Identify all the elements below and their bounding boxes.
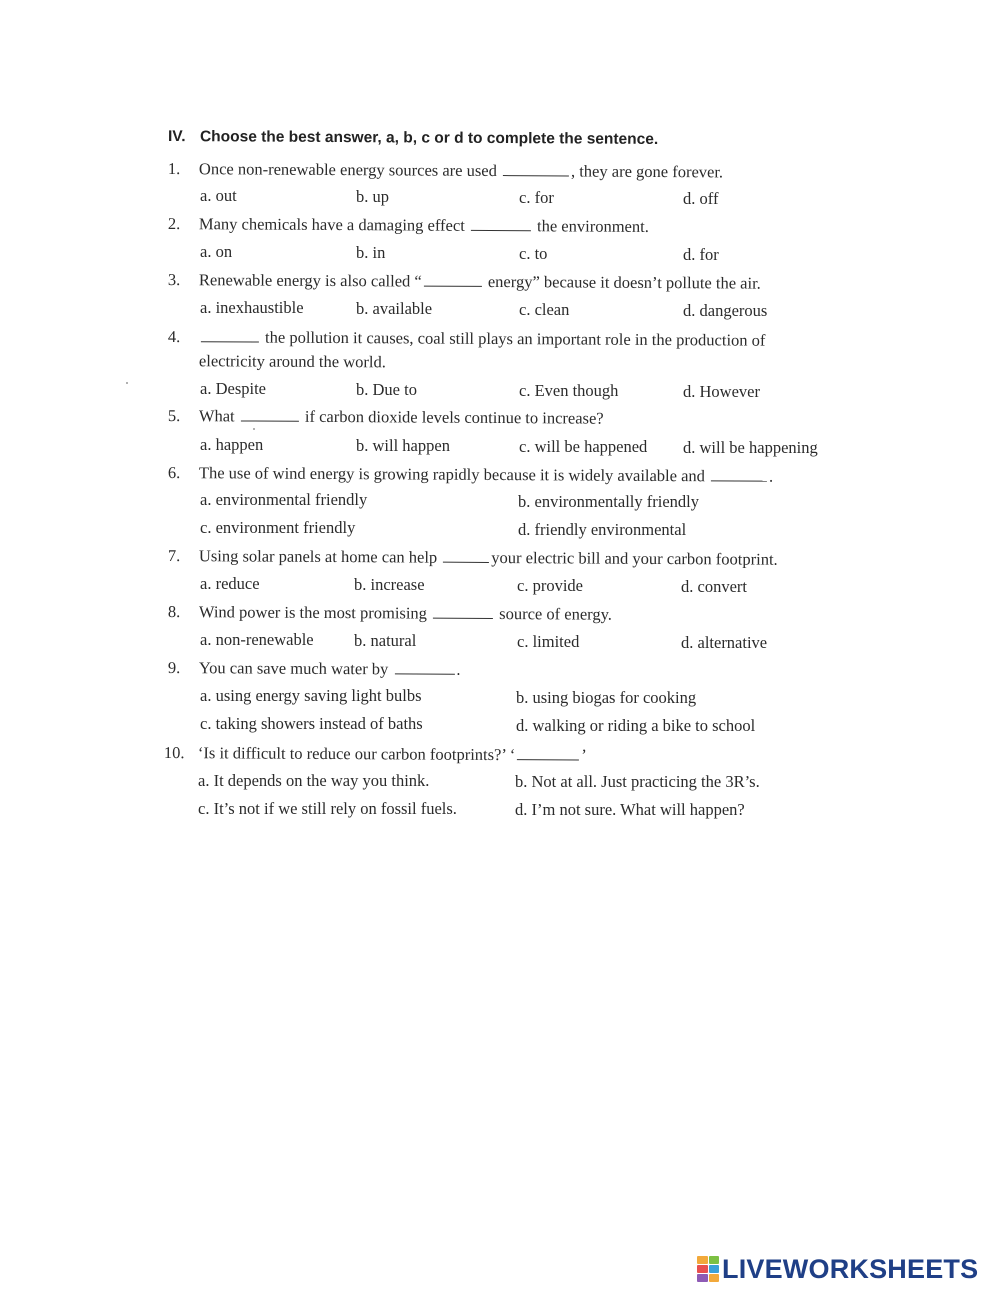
question-4 bbox=[0, 326, 1000, 350]
question-6 bbox=[0, 462, 1000, 486]
scan-speck bbox=[253, 428, 255, 430]
option-d[interactable]: d. will be happening bbox=[683, 438, 818, 457]
option-b[interactable]: b. will happen bbox=[356, 436, 450, 455]
question-number: 7. bbox=[167, 546, 181, 566]
option-d[interactable]: d. I’m not sure. What will happen? bbox=[515, 800, 745, 819]
question-text: , they are gone forever. bbox=[570, 161, 724, 182]
answer-blank[interactable] bbox=[711, 479, 767, 481]
question-text: ’ bbox=[581, 745, 587, 765]
option-d[interactable]: d. alternative bbox=[681, 633, 768, 652]
option-a[interactable]: a. reduce bbox=[200, 574, 260, 593]
question-number: 1. bbox=[167, 159, 181, 179]
option-b[interactable]: b. environmentally friendly bbox=[518, 492, 699, 511]
option-a[interactable]: a. inexhaustible bbox=[200, 298, 304, 317]
section-number: IV. bbox=[167, 128, 186, 146]
section-heading bbox=[168, 128, 658, 149]
option-a[interactable]: a. on bbox=[200, 242, 233, 261]
answer-blank[interactable] bbox=[241, 419, 299, 421]
question-text: . bbox=[769, 466, 774, 486]
option-d[interactable]: d. for bbox=[683, 245, 719, 264]
question-number: 4. bbox=[167, 327, 181, 347]
question-text: source of energy. bbox=[499, 604, 612, 624]
question-8 bbox=[0, 601, 1000, 624]
answer-blank[interactable] bbox=[433, 617, 493, 619]
section-instruction: Choose the best answer, a, b, c or d to complete the sentence. bbox=[199, 128, 659, 148]
option-a[interactable]: a. Despite bbox=[200, 379, 266, 398]
question-text: Many chemicals have a damaging effect bbox=[198, 214, 465, 235]
logo-block bbox=[697, 1256, 708, 1264]
question-text: Once non-renewable energy sources are used bbox=[198, 159, 497, 181]
question-5 bbox=[0, 405, 1000, 428]
option-c[interactable]: c. limited bbox=[517, 632, 580, 651]
option-a[interactable]: a. non-renewable bbox=[200, 630, 314, 649]
logo-block bbox=[697, 1265, 708, 1273]
option-b[interactable]: b. increase bbox=[354, 575, 425, 594]
question-text: . bbox=[456, 659, 461, 679]
option-b[interactable]: b. in bbox=[356, 243, 386, 262]
option-c[interactable]: c. It’s not if we still rely on fossil fuels. bbox=[198, 799, 457, 818]
option-d[interactable]: d. convert bbox=[681, 577, 747, 596]
option-c[interactable]: c. clean bbox=[519, 300, 570, 319]
option-a[interactable]: a. using energy saving light bulbs bbox=[200, 686, 422, 705]
answer-blank[interactable] bbox=[517, 758, 579, 760]
option-c[interactable]: c. environment friendly bbox=[200, 518, 356, 537]
logo-block bbox=[709, 1256, 720, 1264]
scan-speck bbox=[126, 382, 128, 384]
option-b[interactable]: b. Due to bbox=[356, 380, 417, 399]
question-text: your electric bill and your carbon footprint. bbox=[491, 547, 778, 569]
question-number: 5. bbox=[167, 406, 181, 426]
question-number: 8. bbox=[167, 602, 181, 622]
question-10 bbox=[0, 742, 1000, 765]
question-text: Using solar panels at home can help bbox=[198, 546, 438, 567]
logo-block bbox=[709, 1265, 720, 1273]
logo-block bbox=[697, 1274, 708, 1282]
question-2 bbox=[0, 213, 1000, 236]
option-c[interactable]: c. taking showers instead of baths bbox=[200, 714, 423, 733]
option-d[interactable]: d. dangerous bbox=[683, 301, 768, 320]
question-text: the environment. bbox=[537, 216, 649, 236]
question-number: 9. bbox=[167, 658, 181, 678]
liveworksheets-logo[interactable] bbox=[697, 1254, 978, 1284]
question-1 bbox=[0, 158, 1000, 182]
option-b[interactable]: b. up bbox=[356, 187, 389, 206]
logo-block bbox=[709, 1274, 720, 1282]
option-c[interactable]: c. will be happened bbox=[519, 437, 648, 456]
question-text: electricity around the world. bbox=[198, 351, 386, 372]
option-c[interactable]: c. for bbox=[519, 188, 554, 207]
liveworksheets-logo-icon bbox=[697, 1256, 719, 1282]
option-d[interactable]: d. However bbox=[683, 382, 760, 401]
option-a[interactable]: a. It depends on the way you think. bbox=[198, 771, 430, 790]
question-text: You can save much water by bbox=[198, 658, 389, 679]
answer-blank[interactable] bbox=[424, 285, 482, 287]
question-text: Wind power is the most promising bbox=[198, 602, 428, 623]
option-a[interactable]: a. out bbox=[200, 186, 237, 205]
answer-blank[interactable] bbox=[503, 174, 569, 176]
question-text: What bbox=[198, 406, 235, 426]
question-text: ‘Is it difficult to reduce our carbon footprints?’ ‘ bbox=[197, 743, 516, 765]
question-text: the pollution it causes, coal still plays an important role in the production of bbox=[265, 327, 766, 350]
option-b[interactable]: b. available bbox=[356, 299, 433, 318]
option-a[interactable]: a. environmental friendly bbox=[200, 490, 368, 509]
question-number: 6. bbox=[167, 463, 181, 483]
question-number: 3. bbox=[167, 270, 181, 290]
option-d[interactable]: d. off bbox=[683, 189, 719, 208]
question-text: if carbon dioxide levels continue to increase? bbox=[304, 406, 604, 428]
option-d[interactable]: d. friendly environmental bbox=[518, 520, 687, 539]
answer-blank[interactable] bbox=[443, 561, 489, 563]
option-b[interactable]: b. natural bbox=[354, 631, 417, 650]
question-text: energy” because it doesn’t pollute the air. bbox=[487, 271, 761, 293]
question-number: 10. bbox=[163, 743, 185, 763]
option-c[interactable]: c. provide bbox=[517, 576, 583, 595]
question-text: Renewable energy is also called “ bbox=[198, 270, 422, 291]
option-d[interactable]: d. walking or riding a bike to school bbox=[516, 716, 756, 735]
question-text: The use of wind energy is growing rapidly because it is widely available and bbox=[198, 463, 706, 486]
answer-blank[interactable] bbox=[201, 340, 259, 342]
question-9 bbox=[0, 657, 1000, 679]
brand-name: LIVEWORKSHEETS bbox=[722, 1253, 979, 1284]
option-b[interactable]: b. Not at all. Just practicing the 3R’s. bbox=[515, 772, 760, 791]
question-7 bbox=[0, 545, 1000, 569]
option-a[interactable]: a. happen bbox=[200, 435, 264, 454]
option-c[interactable]: c. to bbox=[519, 244, 548, 263]
question-3 bbox=[0, 269, 1000, 293]
answer-blank[interactable] bbox=[471, 229, 531, 231]
option-b[interactable]: b. using biogas for cooking bbox=[516, 688, 697, 707]
question-4-continued bbox=[0, 350, 1000, 372]
option-c[interactable]: c. Even though bbox=[519, 381, 619, 400]
question-number: 2. bbox=[167, 214, 181, 234]
answer-blank[interactable] bbox=[394, 672, 454, 674]
